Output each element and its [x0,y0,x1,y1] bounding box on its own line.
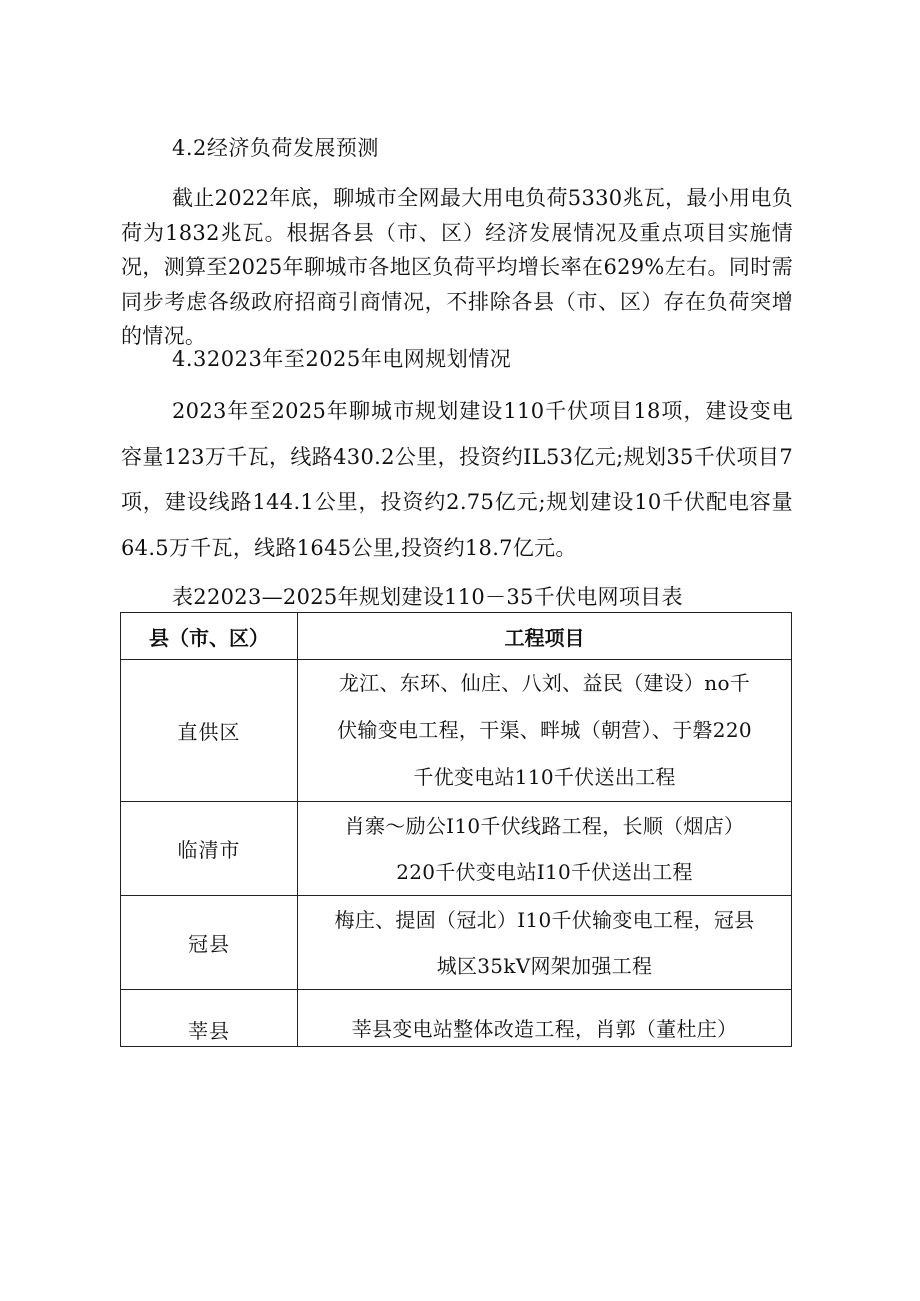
project-cell [298,990,792,1047]
county-cell: 莘县 [121,990,298,1047]
table-caption: 表22023—2025年规划建设110－35千伏电网项目表 [172,585,683,609]
project-line: 伏输变电工程，干渠、畔城（朝营）、于磐220 [337,718,752,742]
table-row [121,896,792,990]
paragraph-grid-plan: 2023年至2025年聊城市规划建设110千伏项目18项，建设变电容量123万千瓦，线路430.2公里，投资约IL53亿元;规划35千伏项目7项，建设线路144.1公里，投资约2.75亿元;规划建设10千伏配电容量64.5万千瓦，线路1645公里,投资约18.7亿元。 [121,399,793,560]
paragraph-load-forecast: 截止2022年底，聊城市全网最大用电负荷5330兆瓦，最小用电负荷为1832兆瓦。根据各县（市、区）经济发展情况及重点项目实施情况，测算至2025年聊城市各地区负荷平均增长率在629%左右。同时需同步考虑各级政府招商引商情况，不排除各县（市、区）存在负荷突增的情况。 [121,186,793,348]
table-row [121,990,792,1047]
county-cell: 直供区 [121,660,298,802]
project-table [120,612,792,1047]
project-line: 城区35kV网架加强工程 [436,953,653,978]
table-header-row [121,613,792,660]
table-row [121,660,792,802]
table-row [121,802,792,896]
project-line: 肖寨～励公I10千伏线路工程，长顺（烟店） [344,813,745,838]
project-line: 梅庄、提固（冠北）I10千伏输变电工程，冠县 [334,907,755,932]
project-line: 莘县变电站整体改造工程，肖郭（董杜庄） [351,1017,738,1041]
header-county: 县（市、区） [121,613,298,660]
section-heading-4-2: 4.2经济负荷发展预测 [172,136,379,160]
project-cell [298,660,792,802]
project-cell [298,802,792,896]
county-cell: 冠县 [121,896,298,990]
header-project: 工程项目 [298,613,792,660]
project-cell [298,896,792,990]
project-line: 龙江、东环、仙庄、八刘、益民（建设）no千 [338,671,751,695]
project-line: 千优变电站110千伏送出工程 [413,765,676,789]
county-cell: 临清市 [121,802,298,896]
section-heading-4-3: 4.32023年至2025年电网规划情况 [172,347,512,371]
project-line: 220千伏变电站I10千伏送出工程 [396,859,693,884]
